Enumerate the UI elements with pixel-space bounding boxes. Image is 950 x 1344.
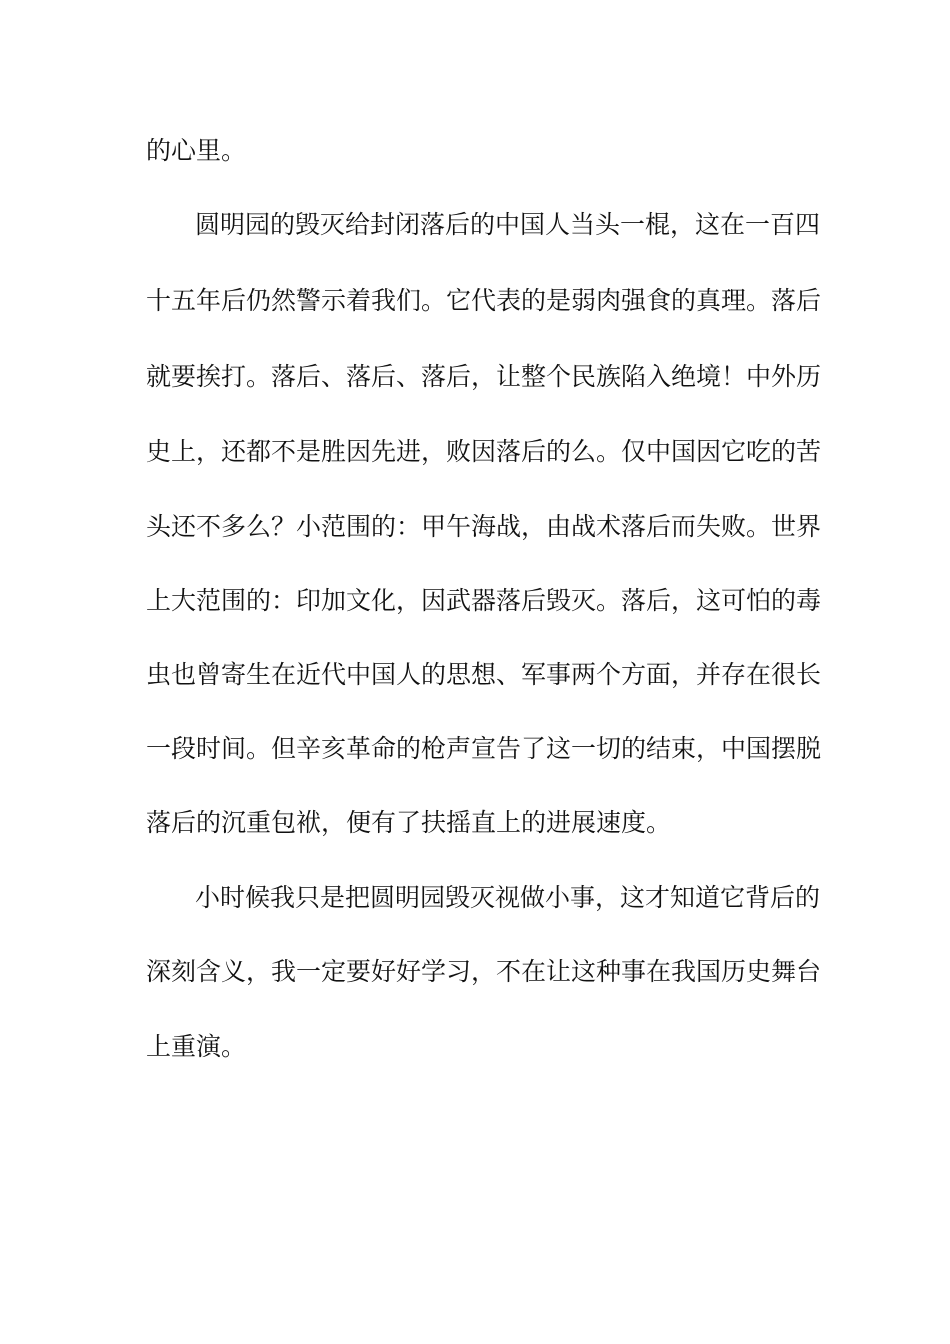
paragraph-2-line-3: 就要挨打。落后、落后、落后，让整个民族陷入绝境！中外历 [146, 362, 822, 391]
paragraph-1-line-1: 的心里。 [146, 136, 247, 165]
paragraph-2-line-8: 一段时间。但辛亥革命的枪声宣告了这一切的结束，中国摆脱 [146, 734, 822, 763]
paragraph-2-line-2: 十五年后仍然警示着我们。它代表的是弱肉强食的真理。落后 [146, 286, 822, 315]
paragraph-3-line-1: 小时候我只是把圆明园毁灭视做小事，这才知道它背后的 [195, 883, 821, 912]
paragraph-3-line-3: 上重演。 [146, 1032, 247, 1061]
paragraph-2-line-7: 虫也曾寄生在近代中国人的思想、军事两个方面，并存在很长 [146, 660, 822, 689]
paragraph-2-line-9: 落后的沉重包袱，便有了扶摇直上的进展速度。 [146, 808, 672, 837]
paragraph-2-line-1: 圆明园的毁灭给封闭落后的中国人当头一棍，这在一百四 [195, 210, 821, 239]
paragraph-2-line-5: 头还不多么？小范围的：甲午海战，由战术落后而失败。世界 [146, 512, 822, 541]
paragraph-2-line-4: 史上，还都不是胜因先进，败因落后的么。仅中国因它吃的苦 [146, 437, 822, 466]
paragraph-3-line-2: 深刻含义，我一定要好好学习，不在让这种事在我国历史舞台 [146, 957, 822, 986]
paragraph-2-line-6: 上大范围的：印加文化，因武器落后毁灭。落后，这可怕的毒 [146, 586, 822, 615]
